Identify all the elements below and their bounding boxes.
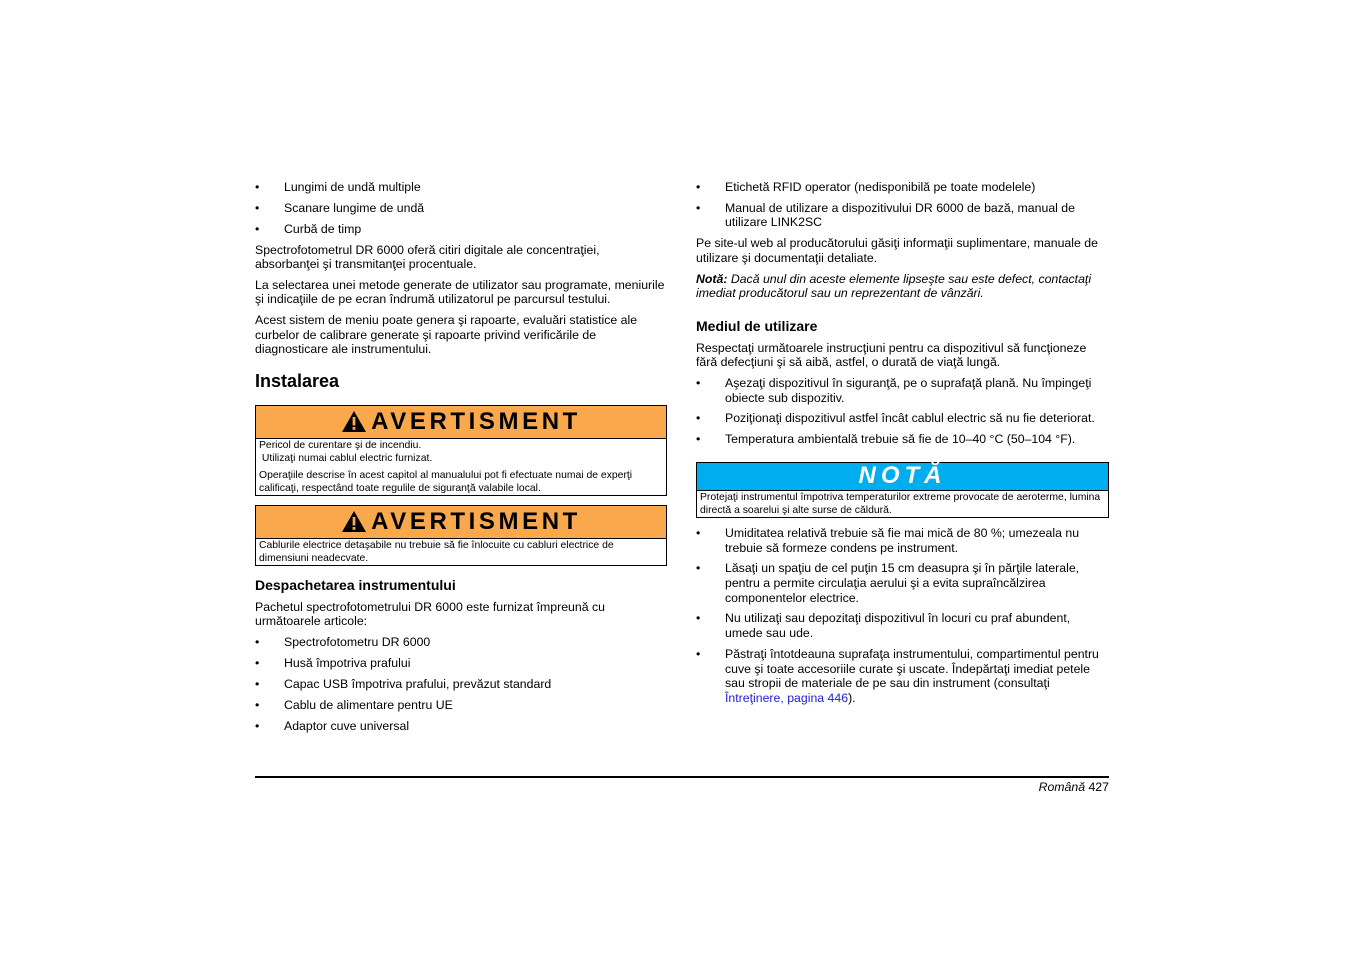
paragraph-reports: Acest sistem de meniu poate genera şi rapoarte, evaluări statistice ale curbelor de calibrare generate şi rapoarte privind verificările de diagnosticare ale instrumentului.: [255, 313, 638, 357]
paragraph-package: Pachetul spectrofotometrului DR 6000 este furnizat împreună cu următoarele articole:: [255, 599, 605, 629]
notice-header: [697, 463, 1108, 491]
list-item: • Nu utilizaţi sau depozitaţi dispozitivul în locuri cu praf abundent, umede sau ude.: [696, 611, 1071, 641]
list-item: • Spectrofotometru DR 6000: [255, 635, 431, 650]
list-item: • Umiditatea relativă trebuie să fie mai mică de 80 %; umezeala nu trebuie să formeze condens pe instrument.: [696, 525, 1080, 555]
warning-label: AVERTISMENT: [371, 507, 581, 535]
section-heading-installation: Instalarea: [255, 370, 340, 391]
subheading-environment: Mediul de utilizare: [696, 317, 818, 334]
note-label: Notă:: [696, 271, 728, 286]
warning-label: AVERTISMENT: [371, 407, 581, 435]
notice-text: Protejaţi instrumentul împotriva temperaturilor extreme provocate de aeroterme, lumina directă a soarelui şi alte surse de căldură.: [700, 491, 1101, 516]
notice-label: NOTĂ: [858, 462, 947, 490]
notice-box: [696, 462, 1109, 518]
warning-box-electrocution: [255, 405, 667, 496]
feature-list: [255, 180, 667, 236]
list-item: • Poziţionaţi dispozitivul astfel încât cablul electric să nu fie deteriorat.: [696, 411, 1095, 426]
warning-triangle-icon: [341, 510, 367, 533]
warning-body: [256, 539, 666, 565]
package-items-list-continued: [696, 180, 1109, 230]
list-item: • Scanare lungime de undă: [255, 200, 425, 215]
environment-list: [696, 376, 1109, 447]
footer-language: Română: [1038, 780, 1086, 794]
list-item: • Capac USB împotriva prafului, prevăzut standard: [255, 676, 552, 691]
paragraph-readings: Spectrofotometrul DR 6000 oferă citiri digitale ale concentraţiei, absorbanţei şi transmitanţei procentuale.: [255, 242, 600, 272]
paragraph-website: Pe site-ul web al producătorului găsiţi informaţii suplimentare, manuale de utilizare şi documentaţii detaliate.: [696, 236, 1098, 265]
note-text: Dacă unul din aceste elemente lipseşte sau este defect, contactaţi imediat producătorul sau un reprezentant de vânzări.: [696, 271, 1092, 301]
page-footer: [1039, 780, 1109, 795]
right-column: [696, 180, 1109, 712]
paragraph-menus: La selectarea unei metode generate de utilizator sau programate, meniurile şi indicaţiile de pe ecran îndrumă utilizatorul pe parcursul testului.: [255, 277, 665, 307]
warning-box-cables: [255, 505, 667, 566]
list-item: • Adaptor cuve universal: [255, 718, 410, 733]
package-items-list: [255, 635, 667, 733]
warning-header: [256, 506, 666, 539]
environment-list-continued: [696, 526, 1109, 705]
list-item: • Curbă de timp: [255, 221, 362, 236]
list-item: • Lăsaţi un spaţiu de cel puţin 15 cm deasupra şi în părţile laterale, pentru a permite circulaţia aerului şi a evita supraîncălzirea componentelor electrice.: [696, 561, 1080, 605]
list-item: • Etichetă RFID operator (nedisponibilă pe toate modelele): [696, 180, 1036, 194]
list-item: • Husă împotriva prafului: [255, 655, 411, 670]
list-item: • Cablu de alimentare pentru UE: [255, 697, 453, 712]
notice-body: [697, 491, 1108, 517]
list-item: • Manual de utilizare a dispozitivului DR 6000 de bază, manual de utilizare LINK2SC: [696, 200, 1075, 230]
list-item: • Păstraţi întotdeauna suprafaţa instrumentului, compartimentul pentru cuve şi toate accesoriile curate şi uscate. Îndepărtaţi imediat petele sau stropii de materiale de pe sau din instrument (consultaţi Întreţinere, pagina 446).: [696, 646, 1099, 705]
warning-text: Cablurile electrice detaşabile nu trebuie să fie înlocuite cu cabluri electrice de dimensiuni neadecvate.: [259, 539, 614, 564]
warning-body: [256, 439, 666, 495]
warning-header: [256, 406, 666, 439]
warning-triangle-icon: [341, 410, 367, 433]
paragraph-instructions: Respectaţi următoarele instrucţiuni pentru ca dispozitivul să funcţioneze fără defecţiuni şi să aibă, astfel, o durată de viaţă lungă.: [696, 340, 1087, 370]
page-number: 427: [1088, 780, 1109, 794]
left-column: [255, 180, 667, 739]
subheading-unpacking: Despachetarea instrumentului: [255, 576, 456, 593]
note-paragraph: [696, 272, 1109, 301]
warning-text: Utilizaţi numai cablul electric furnizat.: [259, 452, 433, 464]
maintenance-page-link[interactable]: Întreţinere, pagina 446: [725, 690, 849, 705]
list-item: • Lungimi de undă multiple: [255, 180, 421, 194]
footer-divider: [255, 776, 1109, 778]
warning-text: Pericol de curentare şi de incendiu.: [259, 439, 422, 451]
warning-text: Operaţiile descrise în acest capitol al manualului pot fi efectuate numai de experţi calificaţi, respectând toate regulile de siguranţă valabile local.: [259, 469, 633, 494]
list-item: • Aşezaţi dispozitivul în siguranţă, pe o suprafaţă plană. Nu împingeţi obiecte sub dispozitiv.: [696, 375, 1092, 405]
list-item: • Temperatura ambientală trebuie să fie de 10–40 °C (50–104 °F).: [696, 432, 1076, 447]
